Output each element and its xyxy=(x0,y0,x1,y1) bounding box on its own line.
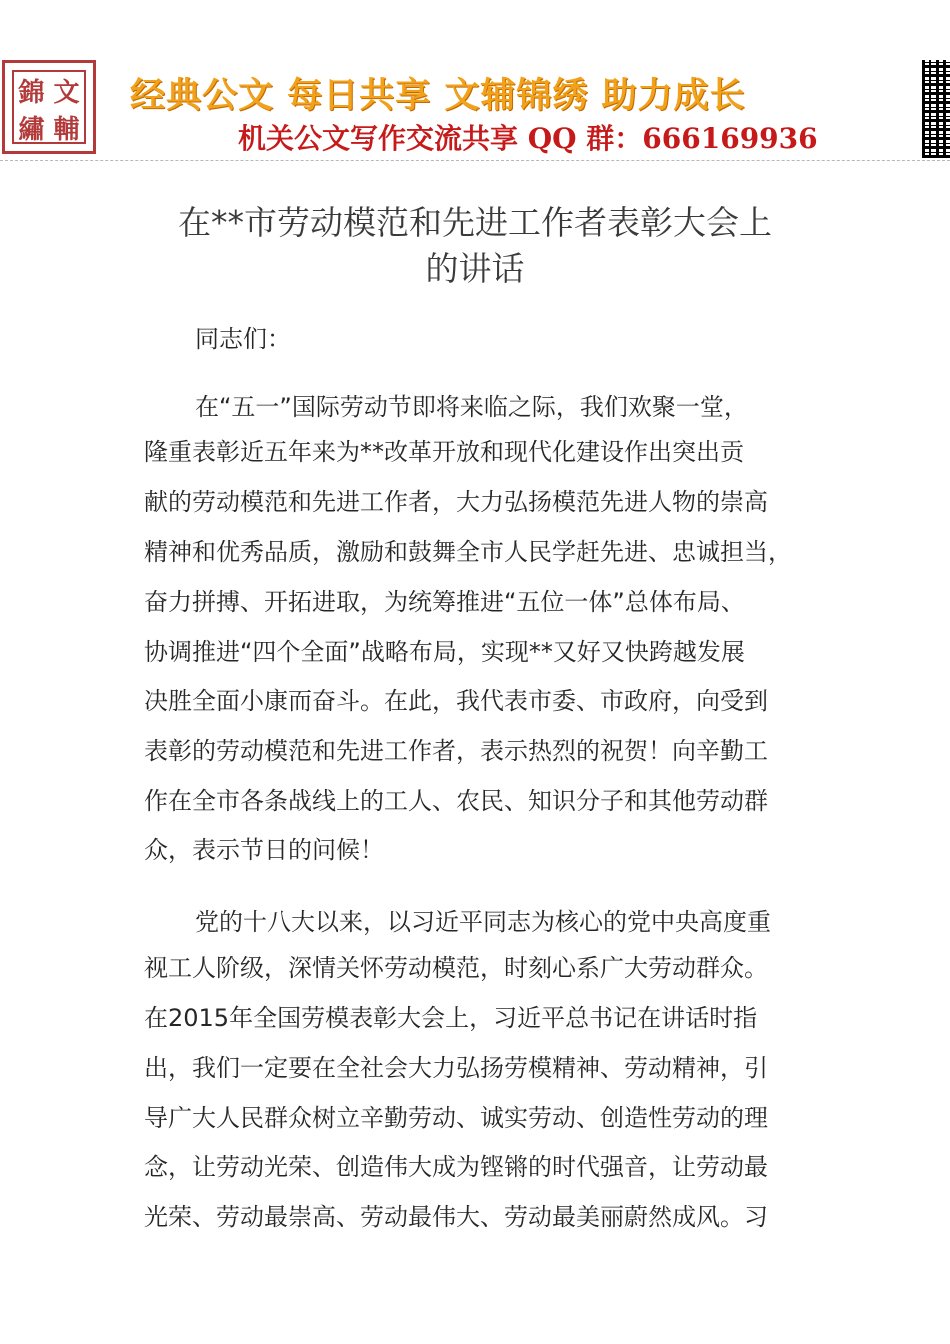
title-line: 在**市劳动模范和先进工作者表彰大会上 xyxy=(178,203,772,242)
header-slogan: 经典公文 每日共享 文辅锦绣 助力成长 xyxy=(130,75,746,116)
paragraph-line: 众，表示节日的问候！ xyxy=(144,836,384,864)
seal-char: 繡 xyxy=(18,115,45,145)
paragraph-line: 精神和优秀品质，激励和鼓舞全市人民学赶先进、忠诚担当， xyxy=(144,538,792,566)
paragraph-line: 隆重表彰近五年来为**改革开放和现代化建设作出突出贡 xyxy=(144,438,744,466)
greeting: 同志们： xyxy=(195,325,291,353)
paragraph-line: 导广大人民群众树立辛勤劳动、诚实劳动、创造性劳动的理 xyxy=(144,1104,768,1132)
paragraph-line: 决胜全面小康而奋斗。在此，我代表市委、市政府，向受到 xyxy=(144,687,768,715)
paragraph-line: 党的十八大以来，以习近平同志为核心的党中央高度重 xyxy=(195,908,771,936)
seal-logo xyxy=(2,60,96,154)
paragraph-line: 光荣、劳动最崇高、劳动最伟大、劳动最美丽蔚然成风。习 xyxy=(144,1203,768,1231)
header-qq-group: 机关公文写作交流共享 QQ 群：666169936 xyxy=(238,122,818,155)
paragraph-line: 表彰的劳动模范和先进工作者，表示热烈的祝贺！向辛勤工 xyxy=(144,737,768,765)
paragraph-line: 念，让劳动光荣、创造伟大成为铿锵的时代强音，让劳动最 xyxy=(144,1153,768,1181)
paragraph-line: 在“五一”国际劳动节即将来临之际，我们欢聚一堂， xyxy=(195,393,748,421)
document-title xyxy=(140,200,810,292)
title-line: 的讲话 xyxy=(425,249,525,288)
seal-char: 文 xyxy=(53,78,80,108)
paragraph-line: 出，我们一定要在全社会大力弘扬劳模精神、劳动精神，引 xyxy=(144,1054,768,1082)
paragraph-line: 献的劳动模范和先进工作者，大力弘扬模范先进人物的崇高 xyxy=(144,488,768,516)
header-divider xyxy=(0,160,950,161)
header-banner xyxy=(0,0,950,162)
seal-char: 錦 xyxy=(18,78,45,108)
seal-char: 輔 xyxy=(53,115,80,145)
paragraph-line: 在2015年全国劳模表彰大会上，习近平总书记在讲话时指 xyxy=(144,1004,758,1032)
paragraph-line: 奋力拼搏、开拓进取，为统筹推进“五位一体”总体布局、 xyxy=(144,588,745,616)
qr-code-icon xyxy=(922,60,950,158)
paragraph-line: 作在全市各条战线上的工人、农民、知识分子和其他劳动群 xyxy=(144,787,768,815)
paragraph-line: 协调推进“四个全面”战略布局，实现**又好又快跨越发展 xyxy=(144,638,745,666)
paragraph-line: 视工人阶级，深情关怀劳动模范，时刻心系广大劳动群众。 xyxy=(144,954,768,982)
